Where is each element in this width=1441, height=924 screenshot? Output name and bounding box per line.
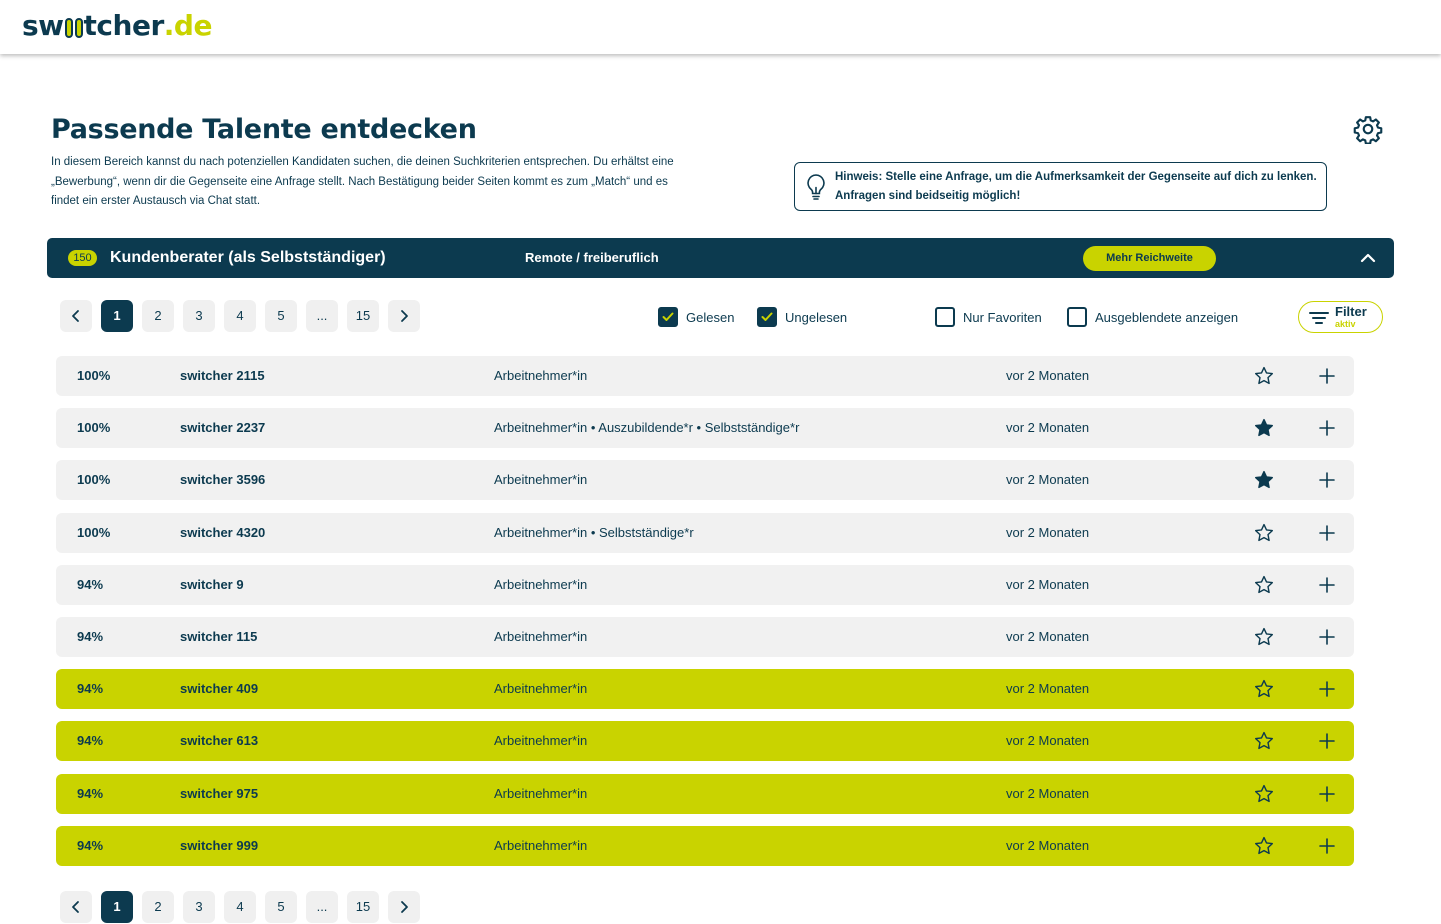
candidate-count-badge: 150 — [68, 250, 97, 266]
plus-icon[interactable] — [1319, 786, 1335, 802]
match-percentage: 100% — [77, 524, 111, 540]
page-button-3[interactable]: 3 — [183, 891, 215, 923]
match-percentage: 94% — [77, 628, 104, 644]
candidate-name[interactable]: switcher 4320 — [180, 524, 266, 540]
match-percentage: 100% — [77, 472, 111, 488]
filter-icon — [1309, 310, 1329, 326]
filter-read-label: Gelesen — [686, 309, 735, 325]
logo-pills-icon — [65, 18, 83, 38]
page-button-2[interactable]: 2 — [142, 891, 174, 923]
match-percentage: 94% — [77, 576, 104, 592]
hint-text: Hinweis: Stelle eine Anfrage, um die Aufmerksamkeit der Gegenseite auf dich zu lenken. Anfragen sind beidseitig möglich! — [835, 170, 1317, 202]
chevron-left-icon — [69, 309, 83, 323]
filter-hidden-label: Ausgeblendete anzeigen — [1095, 309, 1239, 325]
check-icon — [662, 312, 674, 322]
chevron-left-icon — [69, 900, 83, 914]
page-button-1[interactable]: 1 — [101, 891, 133, 923]
candidate-row[interactable] — [56, 565, 1354, 605]
candidate-timestamp: vor 2 Monaten — [1006, 524, 1090, 540]
favorite-star-icon[interactable] — [1254, 679, 1274, 699]
filter-status-label: aktiv — [1335, 319, 1356, 329]
plus-icon[interactable] — [1319, 472, 1335, 488]
logo-text-suffix: .de — [163, 9, 212, 42]
favorite-star-icon[interactable] — [1254, 470, 1274, 490]
job-work-mode: Remote / freiberuflich — [525, 250, 659, 265]
favorite-star-icon[interactable] — [1254, 627, 1274, 647]
filter-unread-checkbox[interactable] — [757, 307, 847, 327]
pagination-bottom — [60, 891, 420, 923]
candidate-timestamp: vor 2 Monaten — [1006, 733, 1090, 749]
page-button-3[interactable]: 3 — [183, 300, 215, 332]
lightbulb-icon — [805, 173, 827, 201]
candidate-timestamp: vor 2 Monaten — [1006, 681, 1090, 697]
candidate-timestamp: vor 2 Monaten — [1006, 628, 1090, 644]
checkbox-box[interactable] — [757, 307, 777, 327]
candidate-type: Arbeitnehmer*in — [494, 576, 588, 592]
page-ellipsis: ... — [306, 300, 338, 332]
match-percentage: 94% — [77, 681, 104, 697]
candidate-name[interactable]: switcher 999 — [180, 837, 259, 853]
favorite-star-icon[interactable] — [1254, 575, 1274, 595]
candidate-row[interactable] — [56, 356, 1354, 396]
match-percentage: 100% — [77, 368, 111, 383]
page-title: Passende Talente entdecken — [51, 114, 477, 145]
page-intro: In diesem Bereich kannst du nach potenziellen Kandidaten suchen, die deinen Suchkriterien entsprechen. Du erhältst eine „Bewerbung“, wenn dir die Gegenseite eine Anfrage stellt. Nach Bestätigung beider Seiten kommt es zum „Match“ und es findet ein erster Austausch via Chat statt. — [51, 156, 674, 207]
filter-favorites-checkbox[interactable] — [935, 307, 1042, 327]
candidate-name[interactable]: switcher 115 — [180, 628, 258, 644]
logo-text-mid: tcher — [83, 9, 164, 42]
match-percentage: 100% — [77, 420, 111, 436]
match-percentage: 94% — [77, 733, 104, 749]
candidate-type: Arbeitnehmer*in — [494, 472, 588, 488]
switcher-logo[interactable] — [22, 8, 212, 44]
candidate-name[interactable]: switcher 409 — [180, 681, 259, 697]
job-header-bar[interactable] — [47, 238, 1394, 278]
candidate-type: Arbeitnehmer*in — [494, 837, 588, 853]
chevron-right-icon — [397, 309, 411, 323]
page-button-4[interactable]: 4 — [224, 891, 256, 923]
favorite-star-icon[interactable] — [1254, 836, 1274, 856]
candidate-timestamp: vor 2 Monaten — [1006, 785, 1090, 801]
page-button-4[interactable]: 4 — [224, 300, 256, 332]
chevron-up-icon[interactable] — [1359, 250, 1377, 266]
page-button-5[interactable]: 5 — [265, 300, 297, 332]
filter-button[interactable] — [1298, 301, 1383, 333]
plus-icon[interactable] — [1319, 525, 1335, 541]
candidate-list — [56, 356, 1354, 878]
filter-read-checkbox[interactable] — [658, 307, 734, 327]
check-icon — [761, 312, 773, 322]
job-title: Kundenberater (als Selbstständiger) — [110, 249, 386, 266]
checkbox-box[interactable] — [935, 307, 955, 327]
candidate-name[interactable]: switcher 2115 — [180, 368, 265, 383]
candidate-timestamp: vor 2 Monaten — [1006, 368, 1090, 383]
candidate-type: Arbeitnehmer*in — [494, 368, 588, 383]
filter-unread-label: Ungelesen — [785, 309, 848, 325]
checkbox-box[interactable] — [1067, 307, 1087, 327]
settings-gear-icon[interactable] — [1353, 114, 1383, 144]
candidate-timestamp: vor 2 Monaten — [1006, 576, 1090, 592]
logo-text-prefix: sw — [22, 9, 64, 42]
pagination-top — [60, 300, 420, 332]
page-button-15[interactable]: 15 — [347, 891, 379, 923]
favorite-star-icon[interactable] — [1254, 418, 1274, 438]
checkbox-box[interactable] — [658, 307, 678, 327]
candidate-type: Arbeitnehmer*in — [494, 785, 588, 801]
page-button-1[interactable]: 1 — [101, 300, 133, 332]
candidate-row[interactable] — [56, 826, 1354, 866]
favorite-star-icon[interactable] — [1254, 523, 1274, 543]
plus-icon[interactable] — [1319, 629, 1335, 645]
candidate-row[interactable] — [56, 460, 1354, 500]
page-ellipsis: ... — [306, 891, 338, 923]
plus-icon[interactable] — [1319, 838, 1335, 854]
candidate-name[interactable]: switcher 975 — [180, 785, 259, 801]
plus-icon[interactable] — [1319, 577, 1335, 593]
plus-icon[interactable] — [1319, 733, 1335, 749]
hint-box — [794, 162, 1327, 211]
candidate-timestamp: vor 2 Monaten — [1006, 472, 1090, 488]
favorite-star-icon[interactable] — [1254, 731, 1274, 751]
candidate-type: Arbeitnehmer*in — [494, 681, 588, 697]
candidate-row[interactable] — [56, 774, 1354, 814]
candidate-row[interactable] — [56, 408, 1354, 448]
candidate-row[interactable] — [56, 721, 1354, 761]
candidate-name[interactable]: switcher 613 — [180, 733, 259, 749]
page-button-2[interactable]: 2 — [142, 300, 174, 332]
match-percentage: 94% — [77, 785, 104, 801]
candidate-type: Arbeitnehmer*in • Selbstständige*r — [494, 524, 694, 540]
candidate-type: Arbeitnehmer*in — [494, 628, 588, 644]
candidate-type: Arbeitnehmer*in — [494, 733, 588, 749]
next-page-button[interactable] — [388, 891, 420, 923]
match-percentage: 94% — [77, 837, 104, 853]
prev-page-button[interactable] — [60, 891, 92, 923]
candidate-row[interactable] — [56, 669, 1354, 709]
page-button-5[interactable]: 5 — [265, 891, 297, 923]
filter-hidden-checkbox[interactable] — [1067, 307, 1238, 327]
candidate-timestamp: vor 2 Monaten — [1006, 420, 1090, 436]
candidate-name[interactable]: switcher 3596 — [180, 472, 266, 488]
filter-favorites-label: Nur Favoriten — [963, 309, 1042, 325]
next-page-button[interactable] — [388, 300, 420, 332]
plus-icon[interactable] — [1319, 420, 1335, 436]
candidate-row[interactable] — [56, 513, 1354, 553]
candidate-row[interactable] — [56, 617, 1354, 657]
chevron-right-icon — [397, 900, 411, 914]
top-bar — [0, 0, 1441, 54]
page-button-15[interactable]: 15 — [347, 300, 379, 332]
favorite-star-icon[interactable] — [1254, 366, 1274, 386]
candidate-type: Arbeitnehmer*in • Auszubildende*r • Selbstständige*r — [494, 420, 800, 436]
plus-icon[interactable] — [1319, 368, 1335, 384]
prev-page-button[interactable] — [60, 300, 92, 332]
candidate-name[interactable]: switcher 9 — [180, 576, 244, 592]
filter-button-label: Filter — [1335, 304, 1367, 319]
more-reach-button[interactable]: Mehr Reichweite — [1083, 246, 1216, 271]
candidate-timestamp: vor 2 Monaten — [1006, 837, 1090, 853]
candidate-name[interactable]: switcher 2237 — [180, 420, 266, 436]
favorite-star-icon[interactable] — [1254, 784, 1274, 804]
plus-icon[interactable] — [1319, 681, 1335, 697]
